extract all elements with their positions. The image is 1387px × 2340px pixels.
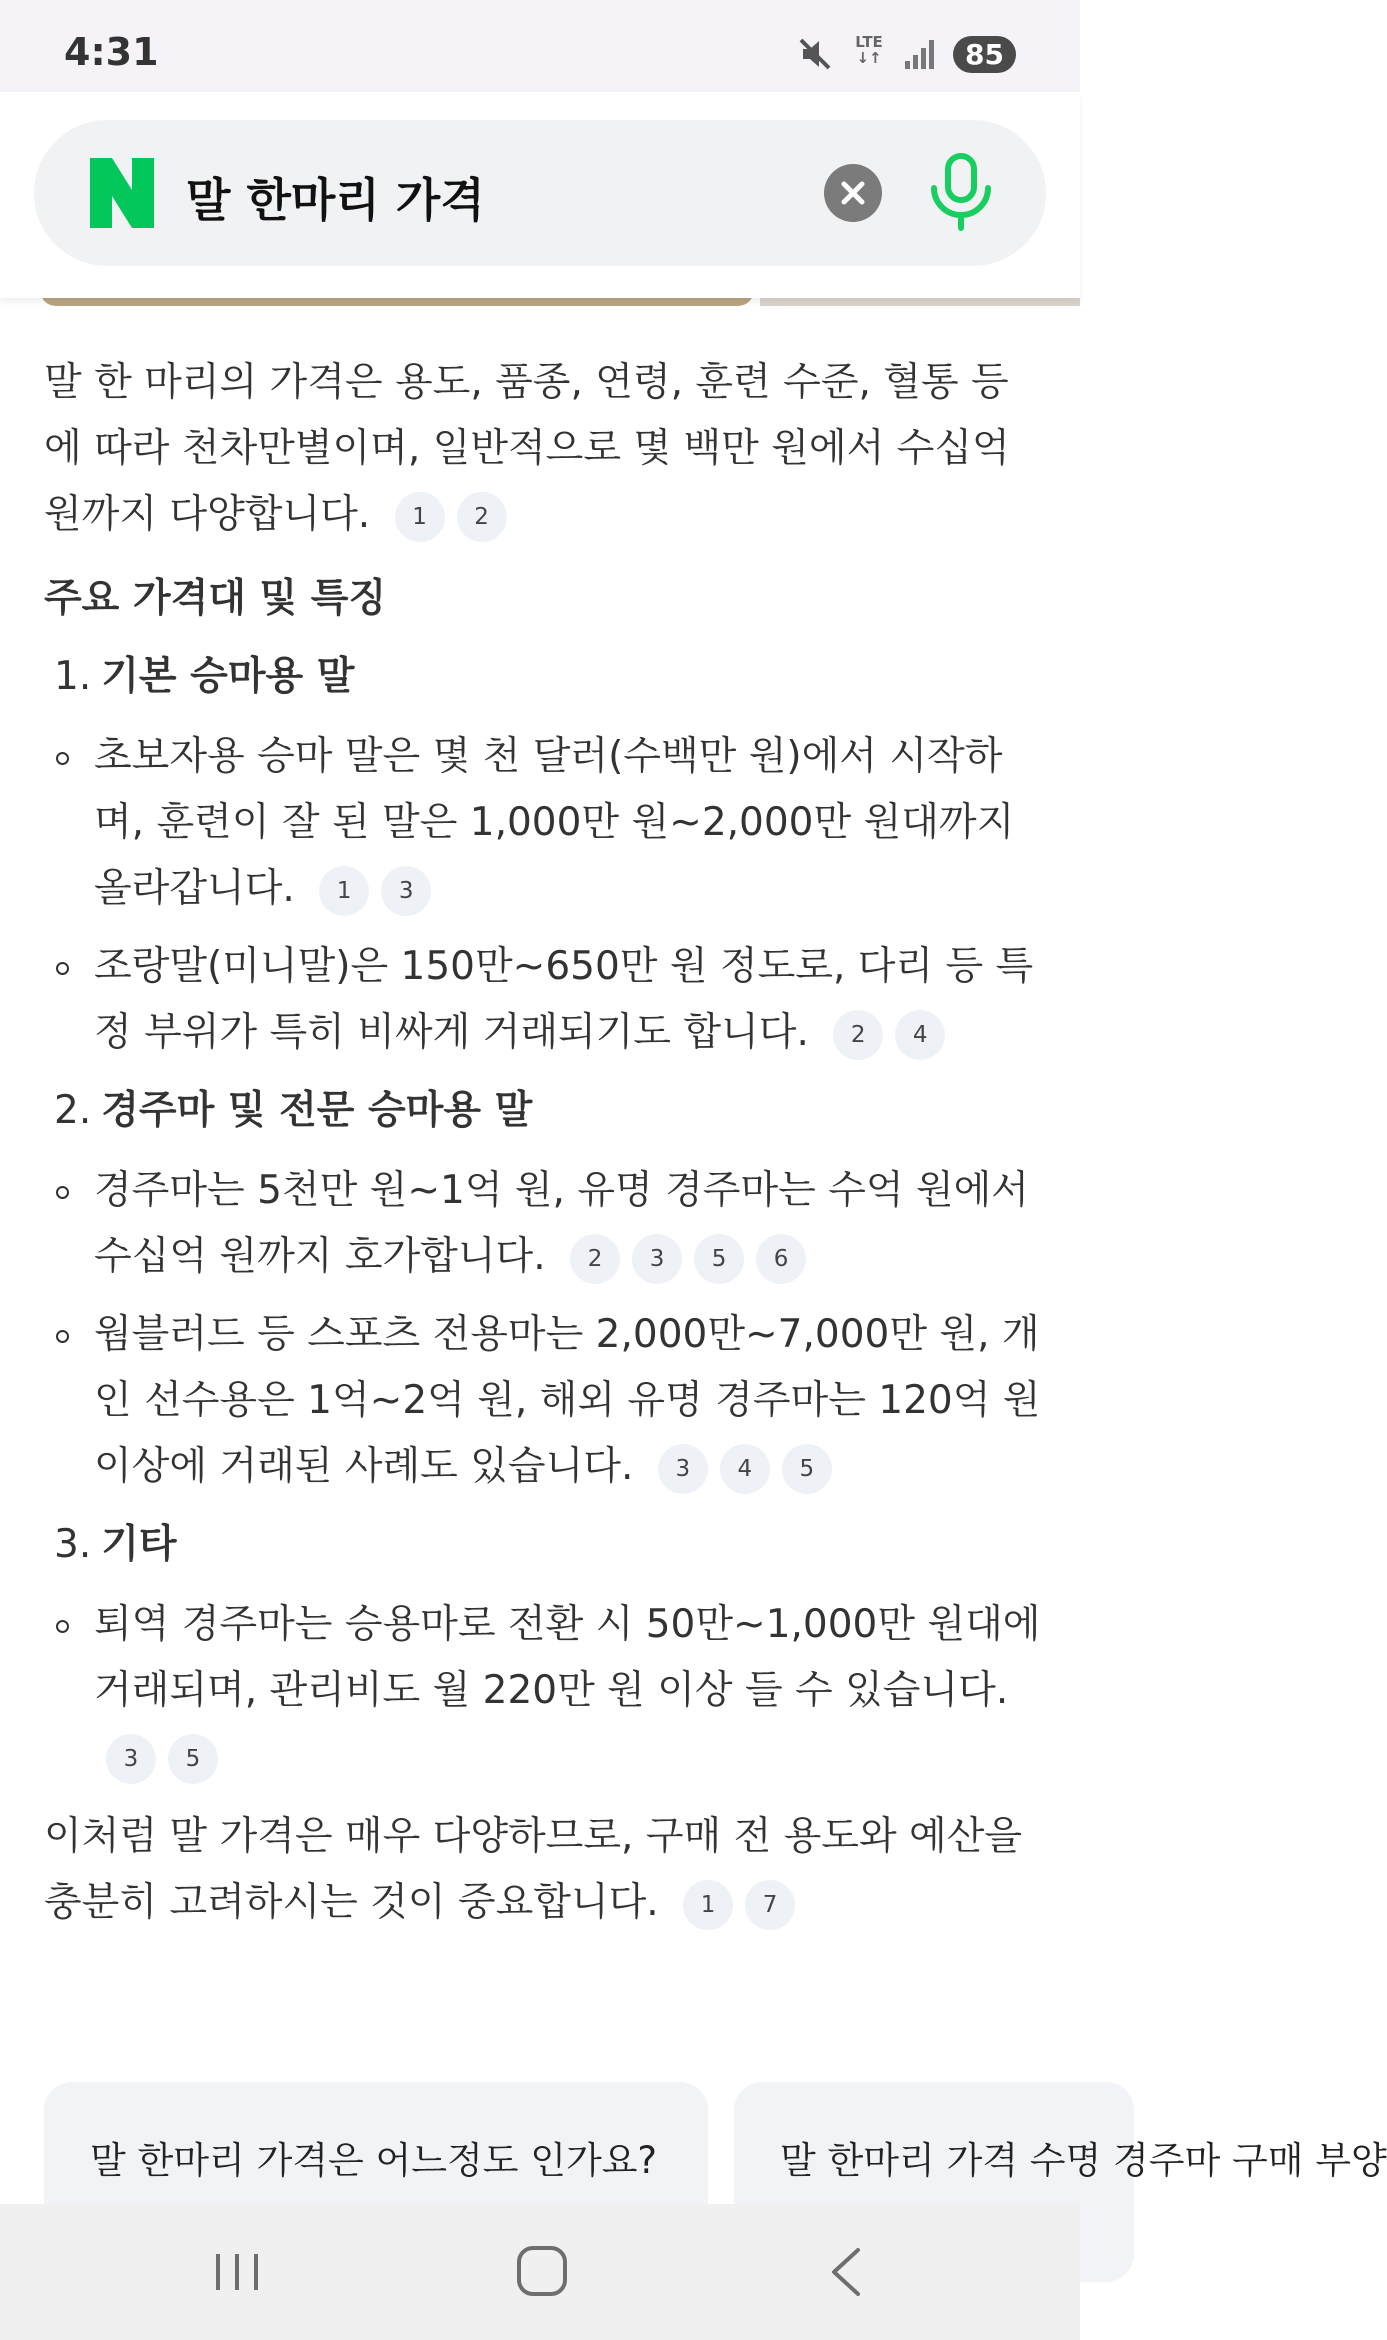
battery-level: 85	[953, 36, 1016, 73]
citation-badge[interactable]: 2	[457, 492, 507, 542]
closing-text: 이처럼 말 가격은 매우 다양하므로, 구매 전 용도와 예산을 충분히 고려하시는 것이 중요합니다.	[44, 1814, 1023, 1925]
list-item	[44, 724, 1044, 922]
list-item	[44, 1302, 1044, 1500]
citation-badge[interactable]: 1	[319, 866, 369, 916]
citation-badge[interactable]: 3	[381, 866, 431, 916]
citation-badge[interactable]: 2	[833, 1010, 883, 1060]
answer-closing	[44, 1804, 1044, 1936]
citation-badge[interactable]: 4	[720, 1444, 770, 1494]
image-strip	[0, 298, 1080, 308]
naver-logo[interactable]	[90, 158, 154, 228]
search-box[interactable]	[34, 120, 1046, 266]
recent-apps-icon[interactable]	[212, 2250, 262, 2294]
citation-badge[interactable]: 7	[745, 1880, 795, 1930]
citation-badge[interactable]: 5	[694, 1234, 744, 1284]
citation-badge[interactable]: 6	[756, 1234, 806, 1284]
citation-badge[interactable]: 3	[106, 1734, 156, 1784]
system-navigation-bar	[0, 2204, 1080, 2340]
citation-badge[interactable]: 3	[632, 1234, 682, 1284]
related-question-text: 말 한마리 가격 수명 경주마 구매 부양	[780, 2139, 1387, 2182]
item-title: 기타	[101, 1522, 177, 1567]
list-item	[44, 1158, 1044, 1290]
list-item	[44, 934, 1044, 1066]
bullet-text: 퇴역 경주마는 승용마로 전환 시 50만~1,000만 원대에 거래되며, 관리비도 월 220만 원 이상 들 수 있습니다.	[94, 1602, 1041, 1713]
item-number: 3.	[54, 1522, 92, 1567]
citation-badge[interactable]: 5	[168, 1734, 218, 1784]
signal-icon	[903, 37, 937, 71]
citation-badge[interactable]: 1	[683, 1880, 733, 1930]
back-icon[interactable]	[826, 2246, 866, 2298]
citation-badge[interactable]: 3	[658, 1444, 708, 1494]
citation-badge[interactable]: 4	[895, 1010, 945, 1060]
list-item	[44, 1592, 1044, 1790]
lte-icon: LTE ↓↑	[855, 33, 883, 67]
bullet-text: 웜블러드 등 스포츠 전용마는 2,000만~7,000만 원, 개인 선수용은 1억~2억 원, 해외 유명 경주마는 120억 원 이상에 거래된 사례도 있습니다.	[94, 1312, 1041, 1489]
network-label: LTE	[855, 33, 883, 51]
item-number: 1.	[54, 654, 92, 699]
item-title: 경주마 및 전문 승마용 말	[101, 1088, 533, 1133]
search-query[interactable]: 말 한마리 가격	[186, 173, 485, 227]
intro-text: 말 한 마리의 가격은 용도, 품종, 연령, 훈련 수준, 혈통 등에 따라 천차만별이며, 일반적으로 몇 백만 원에서 수십억 원까지 다양합니다.	[44, 360, 1010, 537]
citation-badge[interactable]: 2	[570, 1234, 620, 1284]
status-icons	[795, 34, 1016, 74]
search-header	[0, 92, 1080, 298]
citation-badge[interactable]: 5	[782, 1444, 832, 1494]
related-questions	[44, 2082, 1387, 2202]
mute-icon	[795, 34, 835, 74]
related-question-text: 말 한마리 가격은 어느정도 인가요?	[90, 2139, 658, 2182]
status-bar	[0, 0, 1080, 92]
status-time: 4:31	[64, 30, 159, 74]
microphone-icon[interactable]	[926, 152, 996, 232]
item-heading	[44, 1512, 1044, 1578]
item-heading	[44, 644, 1044, 710]
answer-intro	[44, 350, 1044, 548]
bullet-text: 조랑말(미니말)은 150만~650만 원 정도로, 다리 등 특정 부위가 특히 비싸게 거래되기도 합니다.	[94, 944, 1034, 1055]
close-icon[interactable]	[824, 164, 882, 222]
item-heading	[44, 1078, 1044, 1144]
item-number: 2.	[54, 1088, 92, 1133]
section-title: 주요 가격대 및 특징	[44, 576, 387, 621]
bullet-text: 초보자용 승마 말은 몇 천 달러(수백만 원)에서 시작하며, 훈련이 잘 된 말은 1,000만 원~2,000만 원대까지 올라갑니다.	[94, 734, 1015, 911]
citation-badge[interactable]: 1	[395, 492, 445, 542]
item-title: 기본 승마용 말	[101, 654, 355, 699]
bullet-text: 경주마는 5천만 원~1억 원, 유명 경주마는 수억 원에서 수십억 원까지 호가합니다.	[94, 1168, 1029, 1279]
home-icon[interactable]	[517, 2246, 567, 2296]
ai-answer	[44, 350, 1044, 1936]
